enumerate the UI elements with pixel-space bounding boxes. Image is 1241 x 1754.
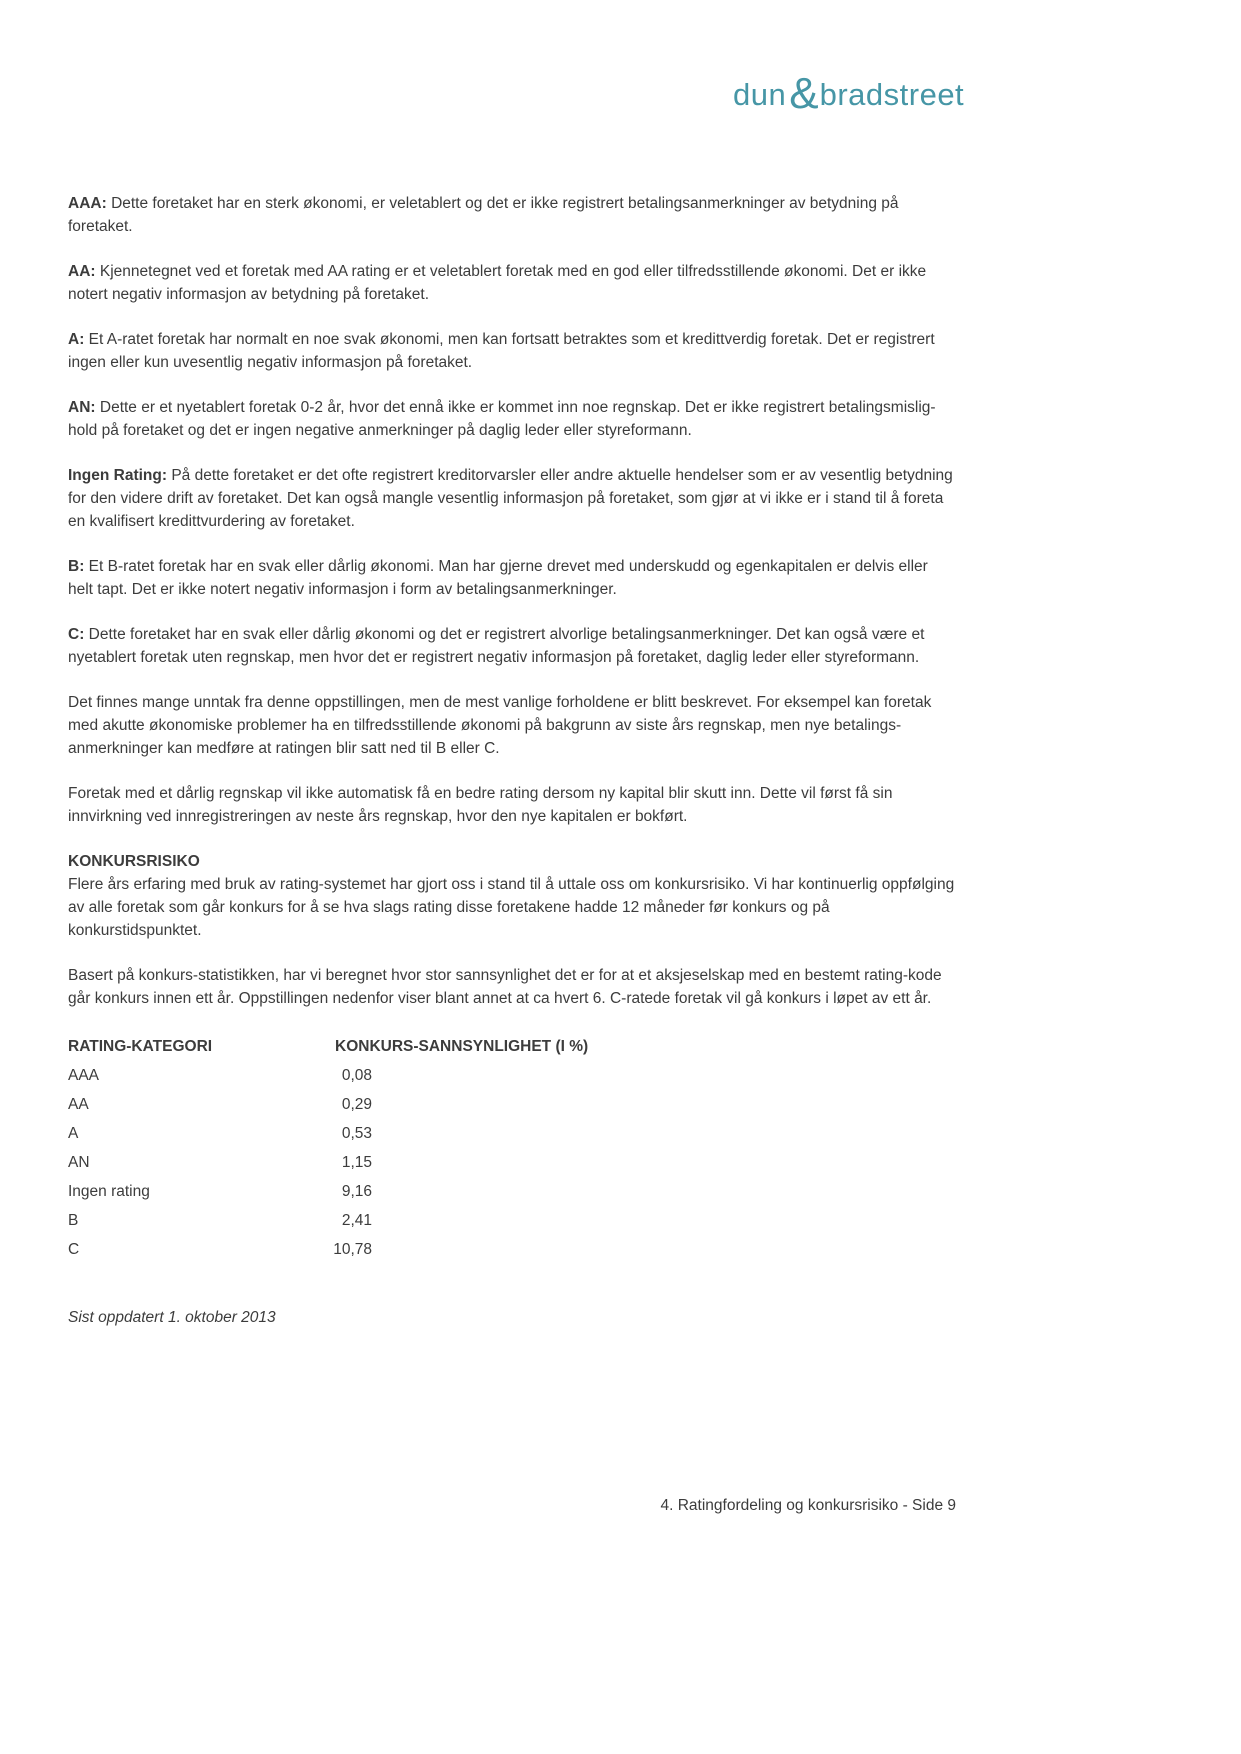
probability-value-cell: 9,16 [341,1183,372,1200]
table-row [68,1061,956,1090]
rating-code-label: Ingen Rating: [68,467,168,484]
rating-paragraph-a [68,328,956,374]
rating-code-label: B: [68,558,85,575]
column-header-rating-kategori: RATING-KATEGORI [68,1038,213,1055]
rating-description: På dette foretaket er det ofte registrert kreditorvarsler eller andre aktuelle hendelser som er av vesentlig betydning for den videre drift av foretaket. Det kan også mangle vesentlig informasjon på foretaket, som gjør at vi ikke er i stand til å foreta en kvalifisert kredittvurdering av foretaket. [68,467,953,530]
rating-paragraph-aa [68,260,956,306]
konkurs-probability-table [68,1032,956,1264]
rating-description: Dette er et nyetablert foretak 0-2 år, hvor det ennå ikke er kommet inn noe regnskap. Det er ikke registrert betalingsmislig- hold på foretaket og det er ingen negative anmerkninger på daglig leder eller styreformann. [68,399,936,439]
logo-word-bradstreet: bradstreet [819,77,965,112]
logo-word-dun: dun [733,77,787,112]
table-header-row [68,1032,956,1061]
rating-paragraph-c [68,623,956,669]
general-paragraph-new-capital: Foretak med et dårlig regnskap vil ikke automatisk få en bedre rating dersom ny kapital blir skutt inn. Dette vil først få sin innvirkning ved innregistreringen av neste års regnskap, hvor den nye kapitalen er bokført. [68,785,893,825]
rating-category-cell: A [68,1125,79,1142]
table-row [68,1119,956,1148]
konkursrisiko-paragraph-2: Basert på konkurs-statistikken, har vi beregnet hvor stor sannsynlighet det er for at et aksjeselskap med en bestemt rating-kode går konkurs innen ett år. Oppstillingen nedenfor viser blant annet at ca hvert 6. C-ratede foretak vil gå konkurs i løpet av ett år. [68,967,942,1007]
rating-code-label: AA: [68,263,96,280]
general-paragraph-exceptions: Det finnes mange unntak fra denne oppstillingen, men de mest vanlige forholdene er blitt beskrevet. For eksempel kan foretak med akutte økonomiske problemer ha en tilfredsstillende økonomi på bakgrunn av siste års regnskap, men nye betalings- anmerkninger kan medføre at ratingen blir satt ned til B eller C. [68,694,932,757]
table-row [68,1206,956,1235]
rating-paragraph-aaa [68,192,956,238]
rating-code-label: C: [68,626,85,643]
rating-category-cell: AN [68,1154,90,1171]
probability-value-cell: 10,78 [333,1241,372,1258]
probability-value-cell: 0,08 [341,1067,372,1084]
ampersand-icon: & [789,69,819,118]
rating-category-cell: C [68,1241,80,1258]
table-row [68,1090,956,1119]
probability-value-cell: 2,41 [341,1212,372,1229]
probability-value-cell: 0,53 [341,1125,372,1142]
rating-description: Et A-ratet foretak har normalt en noe svak økonomi, men kan fortsatt betraktes som et kredittverdig foretak. Det er registrert ingen eller kun uvesentlig negativ informasjon på foretaket. [68,331,935,371]
konkursrisiko-paragraph-1: Flere års erfaring med bruk av rating-systemet har gjort oss i stand til å uttale oss om konkursrisiko. Vi har kontinuerlig oppfølging av alle foretak som går konkurs for å se hva slags rating disse foretakene hadde 12 måneder før konkurs og på konkurstidspunktet. [68,876,955,939]
rating-category-cell: AA [68,1096,89,1113]
rating-category-cell: AAA [68,1067,100,1084]
rating-category-cell: B [68,1212,79,1229]
probability-value-cell: 1,15 [341,1154,372,1171]
dun-bradstreet-logo [733,66,964,116]
rating-description: Dette foretaket har en sterk økonomi, er veletablert og det er ikke registrert betalingsanmerkninger av betydning på foretaket. [68,195,899,235]
rating-code-label: AN: [68,399,96,416]
page-footer: 4. Ratingfordeling og konkursrisiko - Side 9 [660,1497,956,1514]
rating-paragraph-ingen-rating [68,464,956,533]
rating-paragraph-an [68,396,956,442]
rating-description: Et B-ratet foretak har en svak eller dårlig økonomi. Man har gjerne drevet med underskudd og egenkapitalen er delvis eller helt tapt. Det er ikke notert negativ informasjon i form av betalingsanmerkninger. [68,558,928,598]
table-row [68,1177,956,1206]
probability-value-cell: 0,29 [341,1096,372,1113]
rating-description: Dette foretaket har en svak eller dårlig økonomi og det er registrert alvorlige betalingsanmerkninger. Det kan også være et nyetablert foretak uten regnskap, men hvor det er registrert negativ informasjon på foretaket, daglig leder eller styreformann. [68,626,925,666]
rating-code-label: AAA: [68,195,107,212]
column-header-konkurs-sannsynlighet: KONKURS-SANNSYNLIGHET (I %) [335,1038,589,1055]
last-updated-note: Sist oppdatert 1. oktober 2013 [68,1309,276,1326]
rating-code-label: A: [68,331,85,348]
rating-paragraph-b [68,555,956,601]
rating-category-cell: Ingen rating [68,1183,150,1200]
document-body [68,192,956,1329]
table-row [68,1148,956,1177]
rating-description: Kjennetegnet ved et foretak med AA rating er et veletablert foretak med en god eller tilfredsstillende økonomi. Det er ikke notert negativ informasjon av betydning på foretaket. [68,263,927,303]
table-row [68,1235,956,1264]
konkursrisiko-heading: KONKURSRISIKO [68,853,200,870]
